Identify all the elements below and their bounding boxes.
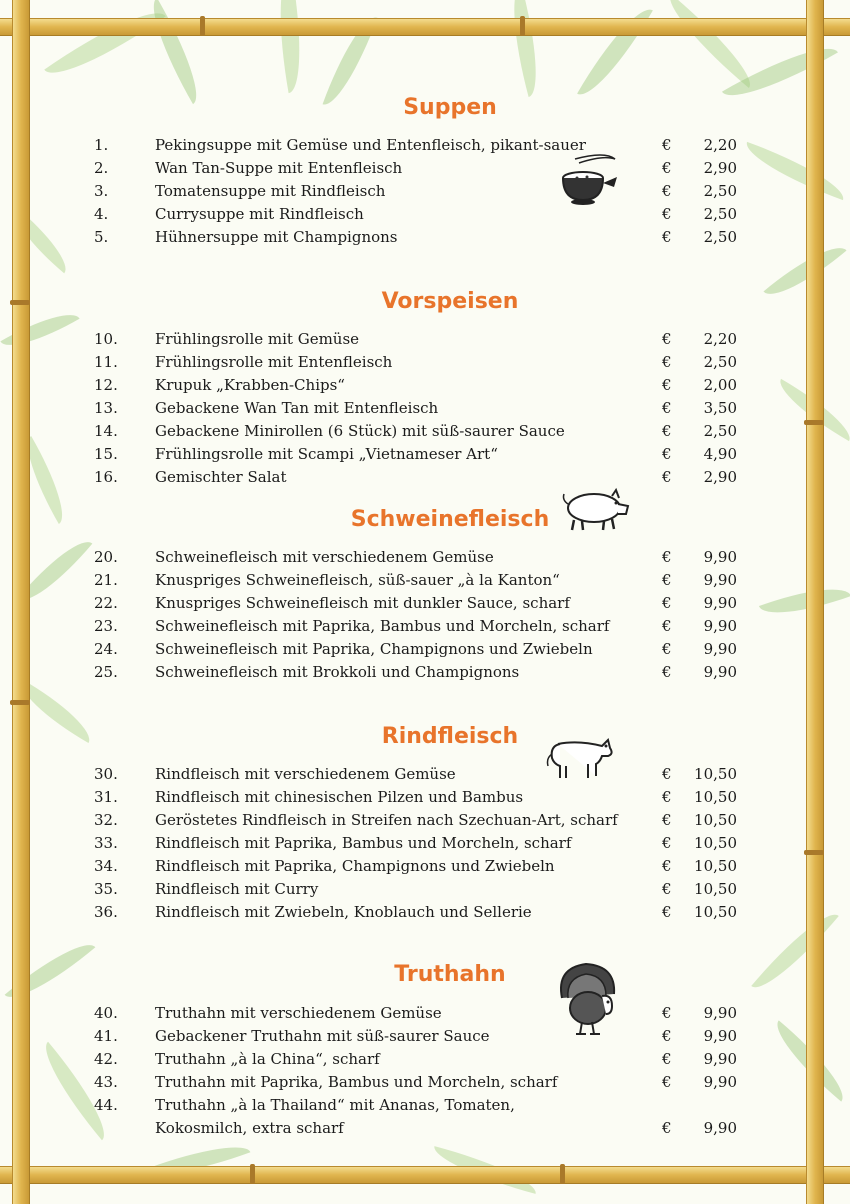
item-currency: € bbox=[662, 376, 672, 394]
item-currency: € bbox=[662, 663, 672, 681]
item-number: 44. bbox=[94, 1096, 118, 1114]
item-name: Hühnersuppe mit Champignons bbox=[155, 228, 398, 246]
item-price: 2,50 bbox=[703, 422, 737, 440]
menu-item bbox=[0, 328, 850, 351]
item-number: 41. bbox=[94, 1027, 118, 1045]
item-name: Rindfleisch mit Paprika, Bambus und Morcheln, scharf bbox=[155, 834, 572, 852]
item-number: 2. bbox=[94, 159, 109, 177]
item-currency: € bbox=[662, 594, 672, 612]
item-name-continued: Kokosmilch, extra scharf bbox=[155, 1119, 344, 1137]
item-price: 2,50 bbox=[703, 353, 737, 371]
menu-item bbox=[0, 134, 850, 157]
item-number: 11. bbox=[94, 353, 118, 371]
item-number: 4. bbox=[94, 205, 109, 223]
item-name: Knuspriges Schweinefleisch, süß-sauer „à la Kanton“ bbox=[155, 571, 560, 589]
item-price: 2,20 bbox=[703, 330, 737, 348]
item-name: Wan Tan-Suppe mit Entenfleisch bbox=[155, 159, 403, 177]
item-number: 10. bbox=[94, 330, 118, 348]
item-currency: € bbox=[662, 788, 672, 806]
item-number: 16. bbox=[94, 468, 118, 486]
item-number: 33. bbox=[94, 834, 118, 852]
item-name: Schweinefleisch mit Paprika, Bambus und Morcheln, scharf bbox=[155, 617, 610, 635]
item-price: 2,90 bbox=[703, 159, 737, 177]
item-currency: € bbox=[662, 857, 672, 875]
item-name: Frühlingsrolle mit Gemüse bbox=[155, 330, 360, 348]
menu-item bbox=[0, 878, 850, 901]
item-number: 12. bbox=[94, 376, 118, 394]
menu-item bbox=[0, 420, 850, 443]
item-number: 15. bbox=[94, 445, 118, 463]
menu-item bbox=[0, 397, 850, 420]
item-number: 34. bbox=[94, 857, 118, 875]
section-title: Schweinefleisch bbox=[350, 507, 550, 532]
item-name: Truthahn mit verschiedenem Gemüse bbox=[155, 1004, 442, 1022]
menu-item bbox=[0, 901, 850, 924]
item-name: Schweinefleisch mit Brokkoli und Champignons bbox=[155, 663, 520, 681]
item-price: 9,90 bbox=[703, 1050, 737, 1068]
soup-bowl-icon bbox=[555, 145, 625, 215]
item-number: 20. bbox=[94, 548, 118, 566]
item-number: 30. bbox=[94, 765, 118, 783]
item-number: 43. bbox=[94, 1073, 118, 1091]
item-price: 9,90 bbox=[703, 594, 737, 612]
item-currency: € bbox=[662, 834, 672, 852]
item-number: 36. bbox=[94, 903, 118, 921]
item-price: 10,50 bbox=[694, 857, 737, 875]
item-name: Rindfleisch mit Zwiebeln, Knoblauch und Sellerie bbox=[155, 903, 532, 921]
item-name: Gebackene Minirollen (6 Stück) mit süß-saurer Sauce bbox=[155, 422, 565, 440]
menu-item bbox=[0, 615, 850, 638]
item-name: Schweinefleisch mit verschiedenem Gemüse bbox=[155, 548, 494, 566]
menu-item bbox=[0, 592, 850, 615]
item-price: 9,90 bbox=[703, 1027, 737, 1045]
item-number: 24. bbox=[94, 640, 118, 658]
menu-item bbox=[0, 180, 850, 203]
item-number: 35. bbox=[94, 880, 118, 898]
menu-item bbox=[0, 1071, 850, 1094]
item-currency: € bbox=[662, 1073, 672, 1091]
item-currency: € bbox=[662, 1027, 672, 1045]
item-currency: € bbox=[662, 228, 672, 246]
item-name: Pekingsuppe mit Gemüse und Entenfleisch, pikant-sauer bbox=[155, 136, 586, 154]
item-currency: € bbox=[662, 182, 672, 200]
item-currency: € bbox=[662, 330, 672, 348]
item-price: 9,90 bbox=[703, 1073, 737, 1091]
menu-item bbox=[0, 1002, 850, 1025]
item-number: 5. bbox=[94, 228, 109, 246]
section-title: Suppen bbox=[403, 95, 497, 120]
item-number: 14. bbox=[94, 422, 118, 440]
menu-item bbox=[0, 855, 850, 878]
item-name: Knuspriges Schweinefleisch mit dunkler Sauce, scharf bbox=[155, 594, 570, 612]
item-price: 9,90 bbox=[703, 571, 737, 589]
item-name: Gemischter Salat bbox=[155, 468, 287, 486]
item-price: 3,50 bbox=[703, 399, 737, 417]
section-title: Rindfleisch bbox=[381, 724, 519, 749]
item-currency: € bbox=[662, 640, 672, 658]
item-price: 9,90 bbox=[703, 548, 737, 566]
item-name: Gebackene Wan Tan mit Entenfleisch bbox=[155, 399, 439, 417]
item-currency: € bbox=[662, 422, 672, 440]
section-title: Vorspeisen bbox=[381, 289, 519, 314]
item-name: Frühlingsrolle mit Entenfleisch bbox=[155, 353, 393, 371]
item-currency: € bbox=[662, 1004, 672, 1022]
item-price: 9,90 bbox=[703, 1119, 737, 1137]
menu-item bbox=[0, 157, 850, 180]
menu-item bbox=[0, 203, 850, 226]
item-price: 2,50 bbox=[703, 182, 737, 200]
menu-item bbox=[0, 443, 850, 466]
item-currency: € bbox=[662, 159, 672, 177]
item-price: 2,50 bbox=[703, 205, 737, 223]
menu-item bbox=[0, 661, 850, 684]
item-currency: € bbox=[662, 571, 672, 589]
item-number: 1. bbox=[94, 136, 109, 154]
item-number: 23. bbox=[94, 617, 118, 635]
item-name: Tomatensuppe mit Rindfleisch bbox=[155, 182, 386, 200]
item-price: 2,50 bbox=[703, 228, 737, 246]
item-price: 9,90 bbox=[703, 617, 737, 635]
menu-item bbox=[0, 809, 850, 832]
menu-item bbox=[0, 569, 850, 592]
item-name: Rindfleisch mit Curry bbox=[155, 880, 319, 898]
item-price: 10,50 bbox=[694, 788, 737, 806]
menu-item bbox=[0, 786, 850, 809]
item-number: 3. bbox=[94, 182, 109, 200]
item-name: Rindfleisch mit chinesischen Pilzen und Bambus bbox=[155, 788, 524, 806]
menu-item bbox=[0, 832, 850, 855]
item-number: 25. bbox=[94, 663, 118, 681]
item-number: 42. bbox=[94, 1050, 118, 1068]
menu-item bbox=[0, 466, 850, 489]
menu-item bbox=[0, 226, 850, 249]
menu-item bbox=[0, 1048, 850, 1071]
item-currency: € bbox=[662, 468, 672, 486]
item-price: 4,90 bbox=[703, 445, 737, 463]
item-price: 2,00 bbox=[703, 376, 737, 394]
item-number: 21. bbox=[94, 571, 118, 589]
item-name: Krupuk „Krabben-Chips“ bbox=[155, 376, 345, 394]
item-currency: € bbox=[662, 1119, 672, 1137]
menu-item bbox=[0, 374, 850, 397]
item-number: 31. bbox=[94, 788, 118, 806]
item-price: 9,90 bbox=[703, 1004, 737, 1022]
item-name: Frühlingsrolle mit Scampi „Vietnameser Art“ bbox=[155, 445, 498, 463]
item-name: Schweinefleisch mit Paprika, Champignons und Zwiebeln bbox=[155, 640, 593, 658]
item-number: 22. bbox=[94, 594, 118, 612]
pig-icon bbox=[560, 486, 632, 532]
item-currency: € bbox=[662, 811, 672, 829]
item-number: 40. bbox=[94, 1004, 118, 1022]
item-name: Truthahn mit Paprika, Bambus und Morcheln, scharf bbox=[155, 1073, 558, 1091]
item-currency: € bbox=[662, 880, 672, 898]
item-currency: € bbox=[662, 1050, 672, 1068]
item-name: Truthahn „à la Thailand“ mit Ananas, Tomaten, bbox=[155, 1096, 515, 1114]
item-name: Geröstetes Rindfleisch in Streifen nach Szechuan-Art, scharf bbox=[155, 811, 618, 829]
item-price: 10,50 bbox=[694, 834, 737, 852]
menu-item bbox=[0, 351, 850, 374]
menu-item bbox=[0, 638, 850, 661]
menu-item bbox=[0, 546, 850, 569]
menu-item bbox=[0, 1094, 850, 1140]
menu-item bbox=[0, 1025, 850, 1048]
menu-item bbox=[0, 763, 850, 786]
item-currency: € bbox=[662, 205, 672, 223]
item-price: 10,50 bbox=[694, 903, 737, 921]
item-currency: € bbox=[662, 353, 672, 371]
item-name: Gebackener Truthahn mit süß-saurer Sauce bbox=[155, 1027, 490, 1045]
item-price: 2,90 bbox=[703, 468, 737, 486]
item-price: 2,20 bbox=[703, 136, 737, 154]
item-price: 10,50 bbox=[694, 880, 737, 898]
item-name: Rindfleisch mit Paprika, Champignons und Zwiebeln bbox=[155, 857, 555, 875]
item-price: 9,90 bbox=[703, 663, 737, 681]
item-name: Truthahn „à la China“, scharf bbox=[155, 1050, 380, 1068]
item-price: 10,50 bbox=[694, 811, 737, 829]
item-number: 13. bbox=[94, 399, 118, 417]
item-currency: € bbox=[662, 136, 672, 154]
item-currency: € bbox=[662, 399, 672, 417]
item-currency: € bbox=[662, 617, 672, 635]
item-currency: € bbox=[662, 548, 672, 566]
item-name: Currysuppe mit Rindfleisch bbox=[155, 205, 364, 223]
item-price: 9,90 bbox=[703, 640, 737, 658]
item-currency: € bbox=[662, 903, 672, 921]
item-currency: € bbox=[662, 445, 672, 463]
item-price: 10,50 bbox=[694, 765, 737, 783]
item-number: 32. bbox=[94, 811, 118, 829]
item-name: Rindfleisch mit verschiedenem Gemüse bbox=[155, 765, 456, 783]
item-currency: € bbox=[662, 765, 672, 783]
section-title: Truthahn bbox=[394, 962, 506, 987]
